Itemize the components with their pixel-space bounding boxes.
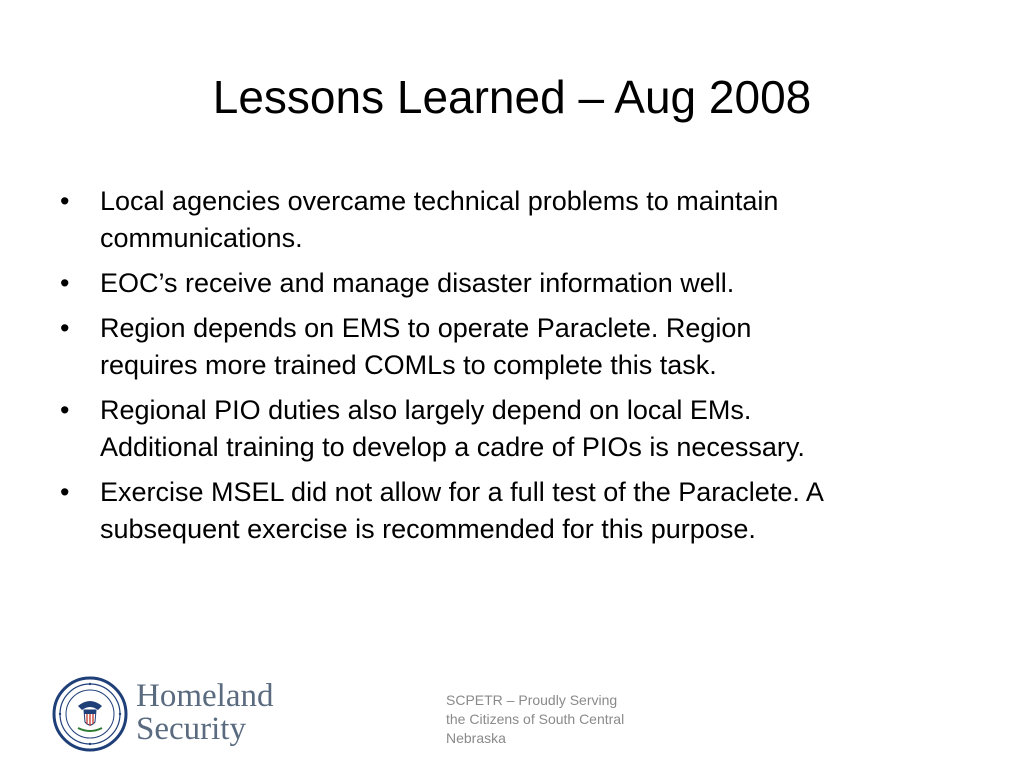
bullet-marker: • [60,186,70,216]
footer-tagline [446,691,686,748]
logo-wordmark-line: Homeland [136,678,274,714]
slide-title: Lessons Learned – Aug 2008 [212,71,812,123]
bullet-text-line: communications. [100,223,303,253]
footer-tagline-line: SCPETR – Proudly Serving [446,692,618,708]
bullet-marker: • [60,395,70,425]
footer-tagline-line: Nebraska [446,730,506,746]
bullet-text-line: subsequent exercise is recommended for this purpose. [100,514,756,544]
bullet-text-line: Local agencies overcame technical problems to maintain [100,186,779,216]
bullet-text-line: Exercise MSEL did not allow for a full test of the Paraclete. A [100,477,824,507]
homeland-security-logo [52,676,312,756]
logo-wordmark-line: Security [136,711,246,747]
bullet-item [58,392,968,466]
bullet-text-line: Additional training to develop a cadre of PIOs is necessary. [100,432,805,462]
bullet-item [58,183,968,257]
bullet-marker: • [60,268,70,298]
bullet-marker: • [60,313,70,343]
bullet-item [58,310,968,384]
bullet-item [58,474,968,548]
logo-wordmark [136,680,273,746]
bullet-text-line: requires more trained COMLs to complete this task. [100,350,717,380]
bullet-text-line: EOC’s receive and manage disaster information well. [100,268,735,298]
bullet-marker: • [60,477,70,507]
dhs-seal-icon [52,676,128,752]
bullet-item [58,265,968,302]
bullet-text-line: Regional PIO duties also largely depend on local EMs. [100,395,752,425]
footer-tagline-line: the Citizens of South Central [446,711,625,727]
bullet-text-line: Region depends on EMS to operate Paraclete. Region [100,313,752,343]
bullet-list [58,183,968,556]
